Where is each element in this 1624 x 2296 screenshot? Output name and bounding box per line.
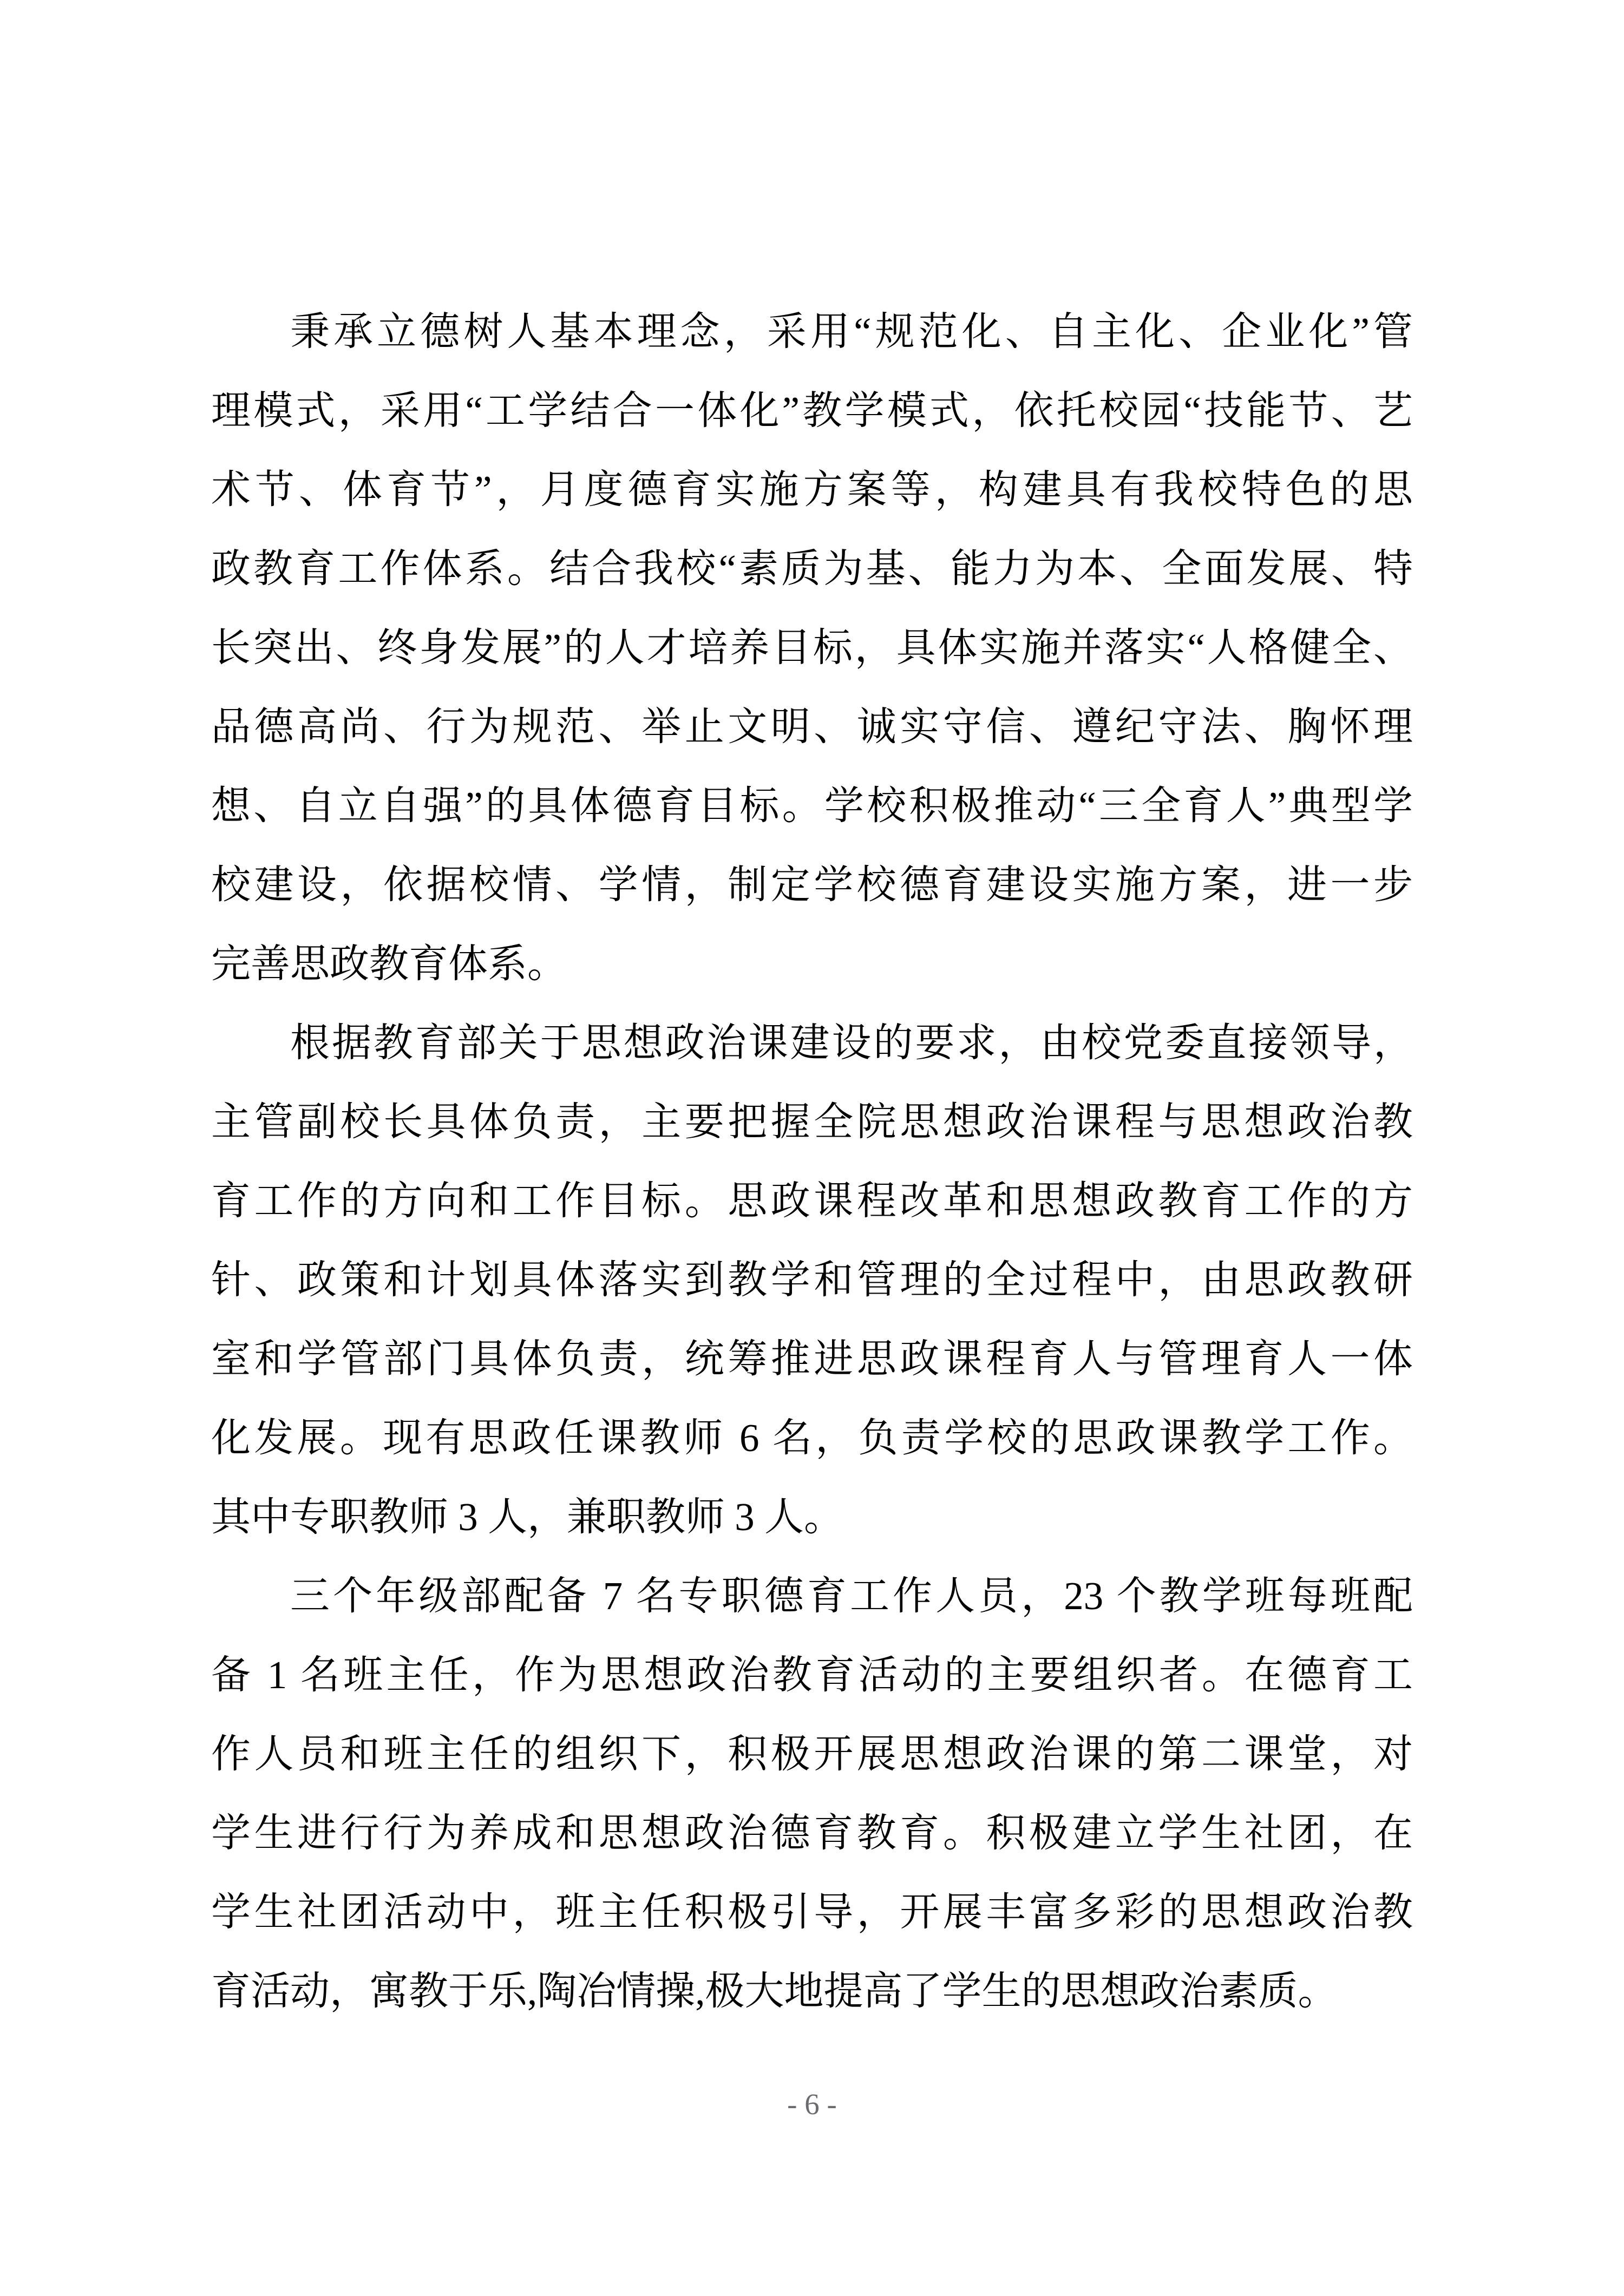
text-line: 主管副校长具体负责，主要把握全院思想政治课程与思想政治教 <box>211 1100 1413 1144</box>
document-body <box>211 292 1413 2031</box>
text-line: 化发展。现有思政任课教师 6 名，负责学校的思政课教学工作。 <box>211 1416 1413 1460</box>
text-line: 完善思政教育体系。 <box>211 942 567 986</box>
text-line: 室和学管部门具体负责，统筹推进思政课程育人与管理育人一体 <box>211 1337 1413 1381</box>
text-line: 其中专职教师 3 人，兼职教师 3 人。 <box>211 1495 843 1539</box>
text-line: 想、自立自强”的具体德育目标。学校积极推动“三全育人”典型学 <box>211 784 1413 828</box>
text-line: 理模式，采用“工学结合一体化”教学模式，依托校园“技能节、艺 <box>211 389 1413 432</box>
text-line: 学生进行行为养成和思想政治德育教育。积极建立学生社团，在 <box>211 1811 1413 1855</box>
text-line: 术节、体育节”，月度德育实施方案等，构建具有我校特色的思 <box>211 468 1413 511</box>
text-line: 针、政策和计划具体落实到教学和管理的全过程中，由思政教研 <box>211 1258 1413 1302</box>
page-number: - 6 - <box>787 2088 837 2121</box>
text-line: 育活动，寓教于乐,陶冶情操,极大地提高了学生的思想政治素质。 <box>211 1969 1338 2013</box>
text-line: 秉承立德树人基本理念，采用“规范化、自主化、企业化”管 <box>290 310 1413 353</box>
text-line: 学生社团活动中，班主任积极引导，开展丰富多彩的思想政治教 <box>211 1890 1413 1934</box>
text-line: 长突出、终身发展”的人才培养目标，具体实施并落实“人格健全、 <box>211 626 1413 670</box>
paragraph-1 <box>211 292 1413 1003</box>
text-line: 育工作的方向和工作目标。思政课程改革和思想政教育工作的方 <box>211 1179 1413 1223</box>
paragraph-2 <box>211 1003 1413 1557</box>
text-line: 作人员和班主任的组织下，积极开展思想政治课的第二课堂，对 <box>211 1732 1413 1776</box>
paragraph-3 <box>211 1557 1413 2031</box>
text-line: 政教育工作体系。结合我校“素质为基、能力为本、全面发展、特 <box>211 547 1413 591</box>
text-line: 备 1 名班主任，作为思想政治教育活动的主要组织者。在德育工 <box>211 1653 1413 1697</box>
page-footer <box>0 2077 1624 2131</box>
text-line: 根据教育部关于思想政治课建设的要求，由校党委直接领导， <box>290 1021 1413 1065</box>
text-line: 校建设，依据校情、学情，制定学校德育建设实施方案，进一步 <box>211 863 1413 907</box>
text-line: 品德高尚、行为规范、举止文明、诚实守信、遵纪守法、胸怀理 <box>211 705 1413 749</box>
text-line: 三个年级部配备 7 名专职德育工作人员，23 个教学班每班配 <box>290 1574 1413 1618</box>
